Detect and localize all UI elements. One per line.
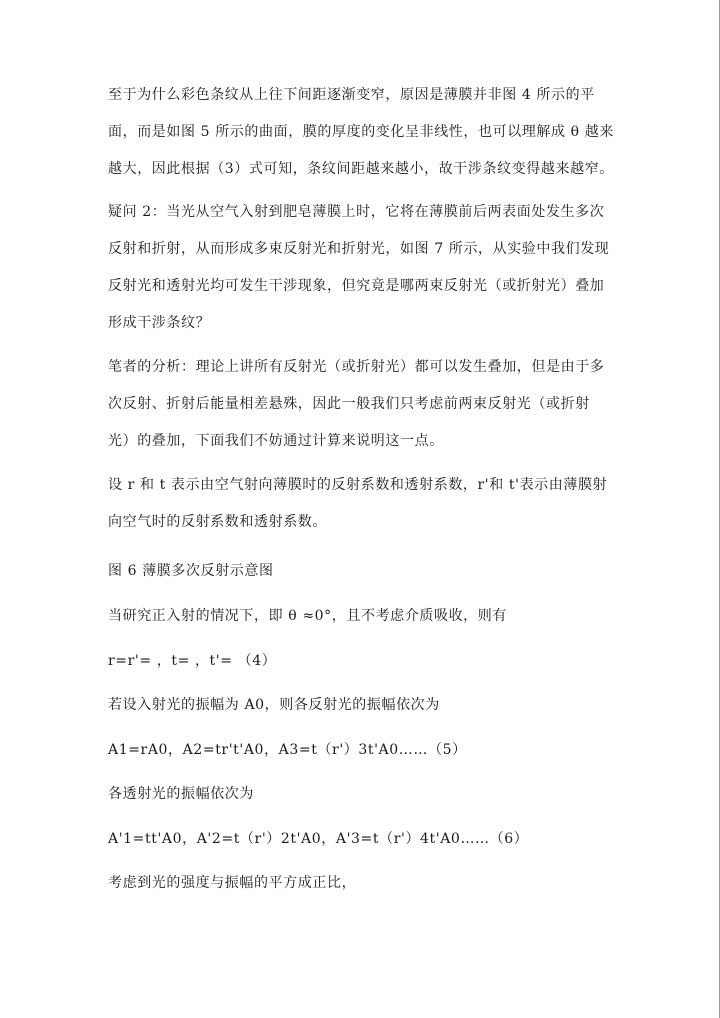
paragraph-line-20: 考虑到光的强度与振幅的平方成正比， [108, 875, 357, 891]
paragraph-line-3: 越大，因此根据（3）式可知，条纹间距越来越小，故干涉条纹变得越来越窄。 [108, 161, 614, 177]
paragraph-line-16: 若设入射光的振幅为 A0，则各反射光的振幅依次为 [108, 697, 440, 713]
paragraph-line-1: 至于为什么彩色条纹从上往下间距逐渐变窄，原因是薄膜并非图 4 所示的平 [108, 87, 595, 103]
paragraph-line-5: 反射和折射，从而形成多束反射光和折射光，如图 7 所示，从实验中我们发现 [108, 241, 610, 257]
figure-caption: 图 6 薄膜多次反射示意图 [108, 563, 274, 579]
paragraph-line-11: 设 r 和 t 表示由空气射向薄膜时的反射系数和透射系数，r'和 t'表示由薄膜射 [108, 477, 608, 493]
paragraph-line-8: 笔者的分析：理论上讲所有反射光（或折射光）都可以发生叠加，但是由于多 [108, 359, 605, 375]
paragraph-line-14: 当研究正入射的情况下，即 θ ≈0°，且不考虑介质吸收，则有 [108, 608, 507, 624]
paragraph-line-7: 形成干涉条纹？ [108, 315, 211, 331]
paragraph-line-18: 各透射光的振幅依次为 [108, 786, 254, 802]
paragraph-line-12: 向空气时的反射系数和透射系数。 [108, 514, 327, 530]
paragraph-line-2: 面，而是如图 5 所示的曲面，膜的厚度的变化呈非线性，也可以理解成 θ 越来 [108, 124, 614, 140]
equation-5: A1=rA0，A2=tr't'A0，A3=t（r'）3t'A0……（5） [108, 742, 467, 758]
paragraph-line-4: 疑问 2：当光从空气入射到肥皂薄膜上时，它将在薄膜前后两表面处发生多次 [108, 204, 605, 220]
paragraph-line-10: 光）的叠加，下面我们不妨通过计算来说明这一点。 [108, 433, 444, 449]
equation-4: r=r'= ，t= ，t'= （4） [108, 653, 277, 669]
paragraph-line-6: 反射光和透射光均可发生干涉现象，但究竟是哪两束反射光（或折射光）叠加 [108, 278, 605, 294]
equation-6: A'1=tt'A0，A'2=t（r'）2t'A0，A'3=t（r'）4t'A0……（6） [108, 831, 529, 847]
paragraph-line-9: 次反射、折射后能量相差悬殊，因此一般我们只考虑前两束反射光（或折射 [108, 396, 590, 412]
